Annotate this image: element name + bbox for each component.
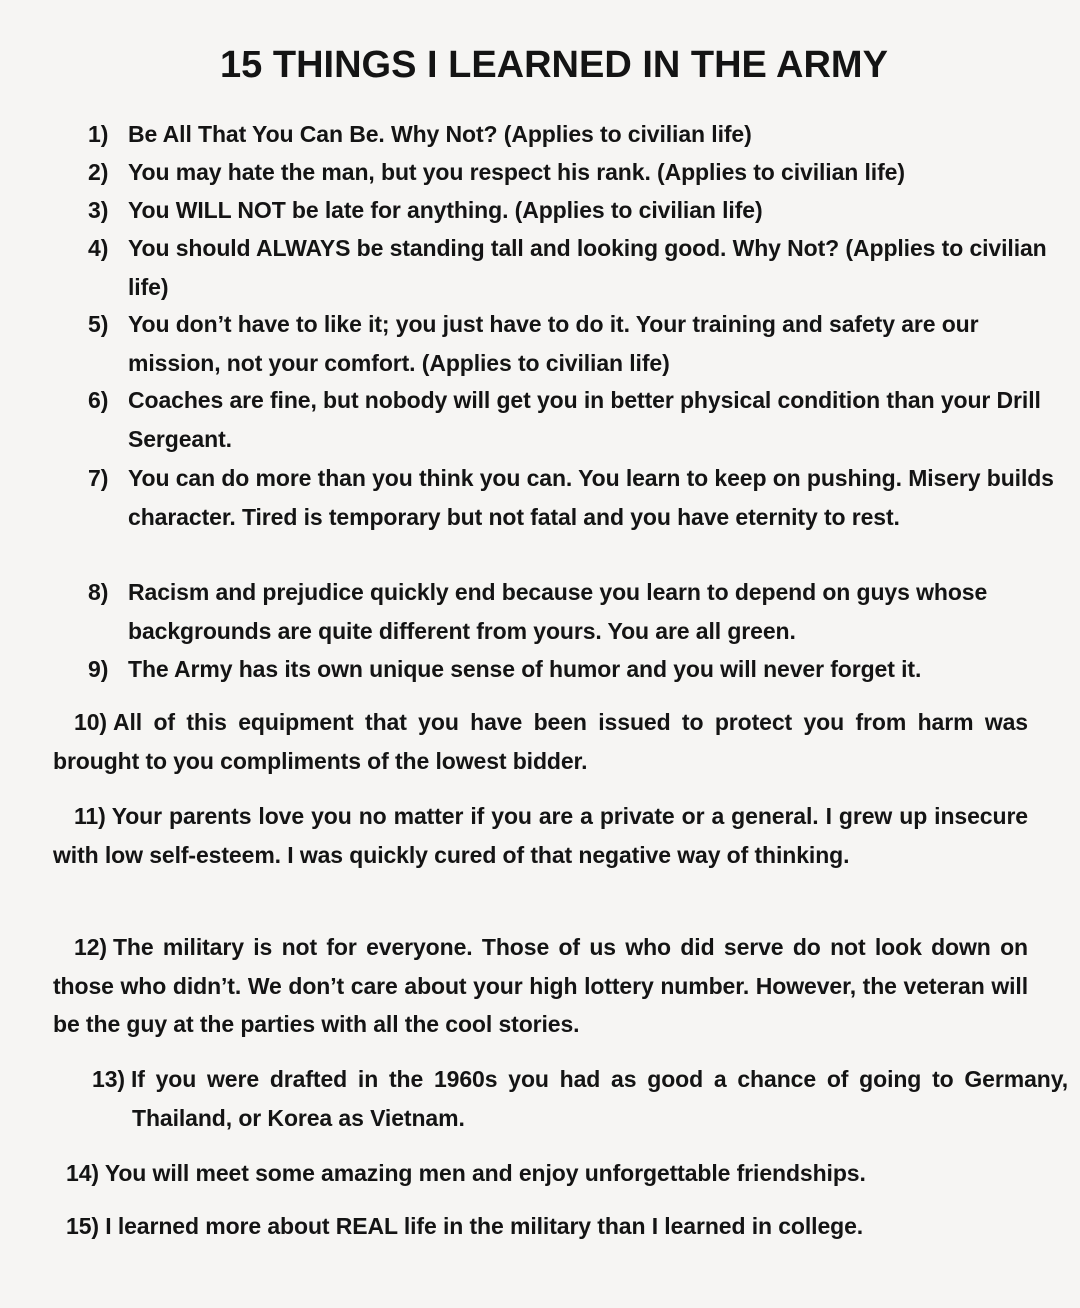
item-text: You WILL NOT be late for anything. (Applies to civilian life): [128, 197, 763, 223]
item-number: 15): [66, 1213, 99, 1239]
item-number: 11): [74, 803, 106, 829]
list-item-1: [88, 115, 1068, 154]
item-text: You will meet some amazing men and enjoy unforgettable friendships.: [104, 1160, 866, 1186]
item-text: The military is not for everyone. Those of us who did serve do not look down on those who didn’t. We don’t care about your high lottery number. However, the veteran will be the guy at the parties with all the cool stories.: [53, 934, 1028, 1037]
list-item-10: [53, 703, 1028, 780]
item-number: 13): [92, 1066, 125, 1092]
item-text: If you were drafted in the 1960s you had as good a chance of going to Germany, Thailand, or Korea as Vietnam.: [130, 1066, 1068, 1131]
list-item-15: [66, 1207, 863, 1246]
page-title: 15 THINGS I LEARNED IN THE ARMY: [220, 44, 888, 86]
item-text: You can do more than you think you can. You learn to keep on pushing. Misery builds character. Tired is temporary but not fatal and you have eternity to rest.: [128, 465, 1054, 530]
list-item-12: [53, 928, 1028, 1044]
list-item-6: [88, 381, 1068, 458]
list-item-4: [88, 229, 1068, 306]
list-item-3: [88, 191, 1068, 230]
item-number: 9): [88, 656, 109, 682]
item-number: 5): [88, 311, 109, 337]
item-number: 3): [88, 197, 109, 223]
list-item-5: [88, 305, 1068, 382]
list-item-7: [88, 459, 1068, 536]
list-item-8: [88, 573, 1068, 650]
item-number: 10): [74, 709, 107, 735]
item-text: Your parents love you no matter if you are a private or a general. I grew up insecure with low self-esteem. I was quickly cured of that negative way of thinking.: [53, 803, 1028, 868]
item-number: 4): [88, 235, 109, 261]
item-number: 2): [88, 159, 109, 185]
item-text: All of this equipment that you have been issued to protect you from harm was brought to you compliments of the lowest bidder.: [53, 709, 1028, 774]
item-text: The Army has its own unique sense of humor and you will never forget it.: [128, 656, 922, 682]
item-text: Racism and prejudice quickly end because you learn to depend on guys whose backgrounds are quite different from yours. You are all green.: [128, 579, 988, 644]
item-number: 12): [74, 934, 107, 960]
item-text: You don’t have to like it; you just have to do it. Your training and safety are our mission, not your comfort. (Applies to civilian life): [128, 311, 979, 376]
item-number: 14): [66, 1160, 99, 1186]
item-text: Be All That You Can Be. Why Not? (Applies to civilian life): [128, 121, 752, 147]
item-text: Coaches are fine, but nobody will get you in better physical condition than your Drill Sergeant.: [128, 387, 1041, 452]
item-number: 1): [88, 121, 109, 147]
item-number: 7): [88, 465, 109, 491]
list-item-9: [88, 650, 1068, 689]
item-text: I learned more about REAL life in the military than I learned in college.: [105, 1213, 864, 1239]
item-text: You may hate the man, but you respect his rank. (Applies to civilian life): [128, 159, 905, 185]
list-item-2: [88, 153, 1068, 192]
list-item-11: [53, 797, 1028, 874]
list-item-14: [66, 1154, 866, 1193]
list-item-13: [92, 1060, 1068, 1137]
item-number: 6): [88, 387, 109, 413]
item-text: You should ALWAYS be standing tall and looking good. Why Not? (Applies to civilian life): [128, 235, 1047, 300]
item-number: 8): [88, 579, 109, 605]
